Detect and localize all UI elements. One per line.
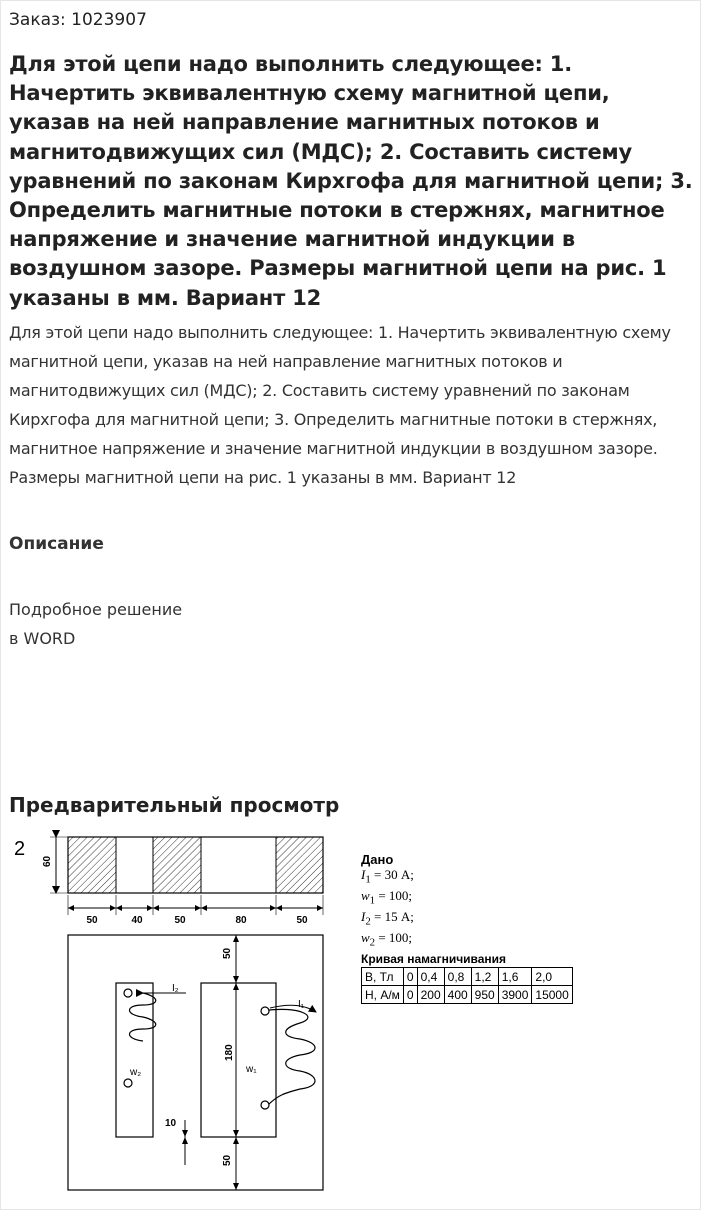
magnetization-table (361, 967, 573, 1004)
table-cell: 0 (403, 986, 417, 1004)
table-cell: H, А/м (362, 986, 404, 1004)
preview-heading: Предварительный просмотр (9, 793, 340, 817)
curve-heading: Кривая намагничивания (361, 952, 507, 967)
table-cell: 2,0 (532, 968, 572, 986)
dim-top-3: 50 (174, 915, 186, 926)
dim-height: 60 (42, 855, 53, 867)
dim-top-5: 50 (296, 915, 308, 926)
table-cell: 1,6 (498, 968, 532, 986)
task-body: Для этой цепи надо выполнить следующее: 1. Начертить эквивалентную схему магнитной цепи, указав на ней направление магнитных потоков и магнитодвижущих сил (МДС); 2. Составить систему уравнений по законам Кирхгофа для магнитной цепи; 3. Определить магнитные потоки в стержнях, магнитное напряжение и значение магнитной индукции в воздушном зазоре. Размеры магнитной цепи на рис. 1 указаны в мм. Вариант 12 (9, 323, 671, 487)
table-cell: 400 (444, 986, 471, 1004)
dim-top-4: 80 (235, 915, 247, 926)
given-row: $I_1 = 30$ А; (361, 867, 414, 886)
table-cell: B, Тл (362, 968, 404, 986)
given-row: $w_1 = 100$; (361, 888, 413, 907)
given-heading: Дано (361, 852, 394, 867)
given-block (361, 852, 573, 1004)
order-number: Заказ: 1023907 (9, 10, 147, 30)
dim-50-top: 50 (222, 947, 233, 959)
description-line: в WORD (9, 629, 76, 648)
dim-50-bottom: 50 (222, 1154, 233, 1166)
table-cell: 0,4 (417, 968, 444, 986)
label-i2: I₂ (172, 983, 179, 994)
core-front-view (68, 935, 323, 1190)
label-w1: w₁ (246, 1064, 257, 1075)
dim-top-2: 40 (131, 915, 143, 926)
table-row (362, 986, 573, 1004)
label-w2: w₂ (130, 1067, 142, 1078)
description-heading: Описание (9, 534, 104, 554)
table-cell: 15000 (532, 986, 572, 1004)
table-cell: 950 (471, 986, 498, 1004)
table-cell: 0,8 (444, 968, 471, 986)
dim-top-1: 50 (86, 915, 98, 926)
given-row: $w_2 = 100$; (361, 930, 413, 949)
label-i1: I₁ (298, 999, 305, 1010)
task-title: Для этой цепи надо выполнить следующее: 1. Начертить эквивалентную схему магнитной цепи, указав на ней направление магнитных потоков и магнитодвижущих сил (МДС); 2. Составить систему уравнений по законам Кирхгофа для магнитной цепи; 3. Определить магнитные потоки в стержнях, магнитное напряжение и значение магнитной индукции в воздушном зазоре. Размеры магнитной цепи на рис. 1 указаны в мм. Вариант 12 (9, 52, 693, 310)
table-cell: 200 (417, 986, 444, 1004)
magnetic-circuit-figure (0, 825, 360, 1200)
description-line: Подробное решение (9, 600, 183, 619)
figure-number: 2 (14, 838, 26, 860)
dim-180: 180 (224, 1044, 235, 1061)
table-row (362, 968, 573, 986)
dim-gap: 10 (165, 1118, 177, 1129)
table-cell: 1,2 (471, 968, 498, 986)
core-section (42, 837, 323, 915)
table-cell: 0 (403, 968, 417, 986)
given-row: $I_2 = 15$ А; (361, 909, 414, 928)
table-cell: 3900 (498, 986, 532, 1004)
description-text (9, 595, 182, 653)
